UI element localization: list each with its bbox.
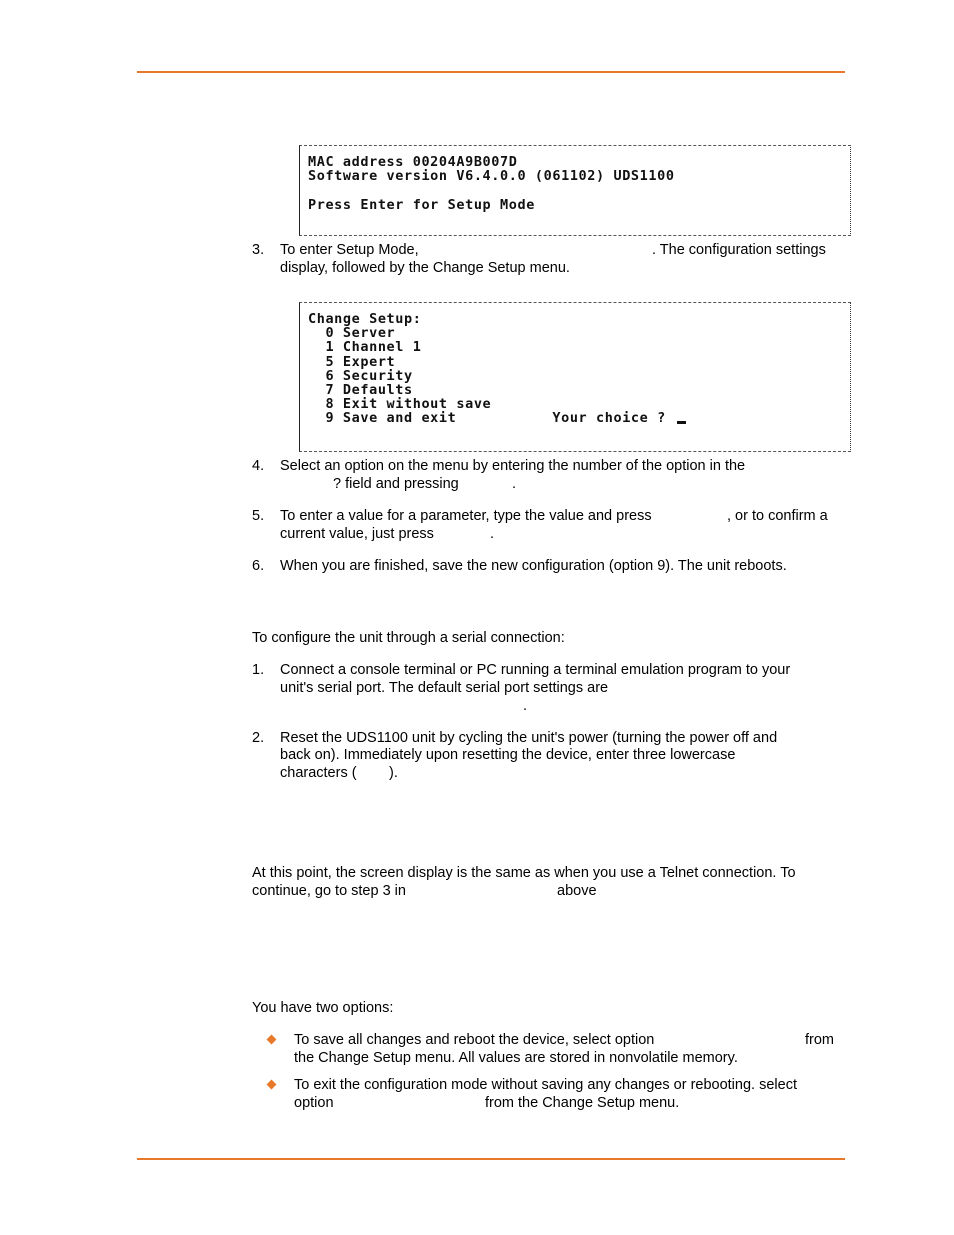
screen-paragraph: continue, go to step 3 in bbox=[252, 883, 406, 899]
step-number: 2. bbox=[252, 730, 265, 746]
bullet-text: the Change Setup menu. All values are stored in nonvolatile memory. bbox=[294, 1050, 738, 1066]
bullet-text: To save all changes and reboot the device, select option bbox=[294, 1032, 655, 1048]
step-text: unit's serial port. The default serial port settings are bbox=[280, 680, 609, 696]
bullet-text: option bbox=[294, 1095, 334, 1111]
diamond-bullet-icon bbox=[267, 1080, 277, 1090]
terminal-line: Software version V6.4.0.0 (061102) UDS1100 bbox=[308, 168, 675, 185]
footer-rule bbox=[137, 1158, 845, 1160]
step-text: When you are finished, save the new configuration (option 9). The unit reboots. bbox=[280, 558, 787, 574]
terminal-line: 0 Server bbox=[308, 325, 396, 342]
step-text: . The configuration settings bbox=[652, 242, 826, 258]
step-text: . bbox=[523, 698, 528, 714]
step-text: . bbox=[490, 526, 495, 542]
step-text: ). bbox=[389, 765, 398, 781]
terminal-choice-text: 9 Save and exit Your choice ? bbox=[308, 410, 675, 427]
terminal-line: 1 Channel 1 bbox=[308, 339, 422, 356]
terminal-line: 5 Expert bbox=[308, 353, 396, 370]
step-text: display, followed by the Change Setup menu. bbox=[280, 260, 570, 276]
step-text: . bbox=[512, 476, 517, 492]
terminal-boot-screenshot bbox=[299, 145, 851, 236]
step-text: back on). Immediately upon resetting the device, enter three lowercase bbox=[280, 747, 736, 763]
step-number: 4. bbox=[252, 458, 265, 474]
terminal-line: Change Setup: bbox=[308, 311, 422, 327]
step-text: ? field and pressing bbox=[333, 476, 459, 492]
step-number: 1. bbox=[252, 662, 265, 678]
step-text: Reset the UDS1100 unit by cycling the unit's power (turning the power off and bbox=[280, 730, 778, 746]
terminal-line: MAC address 00204A9B007D bbox=[308, 154, 518, 170]
step-number: 3. bbox=[252, 242, 265, 258]
serial-intro: To configure the unit through a serial connection: bbox=[252, 630, 565, 646]
step-text: To enter Setup Mode, bbox=[280, 242, 419, 258]
step-text: To enter a value for a parameter, type the value and press bbox=[280, 508, 652, 524]
bullet-text: from bbox=[805, 1032, 834, 1048]
bullet-text: from the Change Setup menu. bbox=[485, 1095, 680, 1111]
screen-paragraph: above bbox=[557, 883, 597, 899]
options-intro: You have two options: bbox=[252, 1000, 394, 1016]
terminal-line: Press Enter for Setup Mode bbox=[308, 196, 535, 213]
step-text: Connect a console terminal or PC running a terminal emulation program to your bbox=[280, 662, 791, 678]
step-text: characters ( bbox=[280, 765, 357, 781]
terminal-line bbox=[308, 183, 850, 197]
diamond-bullet-icon bbox=[267, 1035, 277, 1045]
terminal-menu-screenshot bbox=[299, 302, 851, 452]
step-number: 6. bbox=[252, 558, 265, 574]
cursor-icon bbox=[677, 421, 686, 424]
terminal-choice-line bbox=[308, 411, 850, 425]
screen-paragraph: At this point, the screen display is the same as when you use a Telnet connection. To bbox=[252, 865, 796, 881]
bullet-text: To exit the configuration mode without saving any changes or rebooting. select bbox=[294, 1077, 797, 1093]
terminal-line: 8 Exit without save bbox=[308, 396, 492, 413]
step-text: Select an option on the menu by entering the number of the option in the bbox=[280, 458, 746, 474]
header-rule bbox=[137, 71, 845, 73]
step-text: current value, just press bbox=[280, 526, 434, 542]
terminal-line: 6 Security bbox=[308, 367, 413, 384]
terminal-line: 7 Defaults bbox=[308, 381, 413, 398]
step-number: 5. bbox=[252, 508, 265, 524]
step-text: , or to confirm a bbox=[727, 508, 828, 524]
